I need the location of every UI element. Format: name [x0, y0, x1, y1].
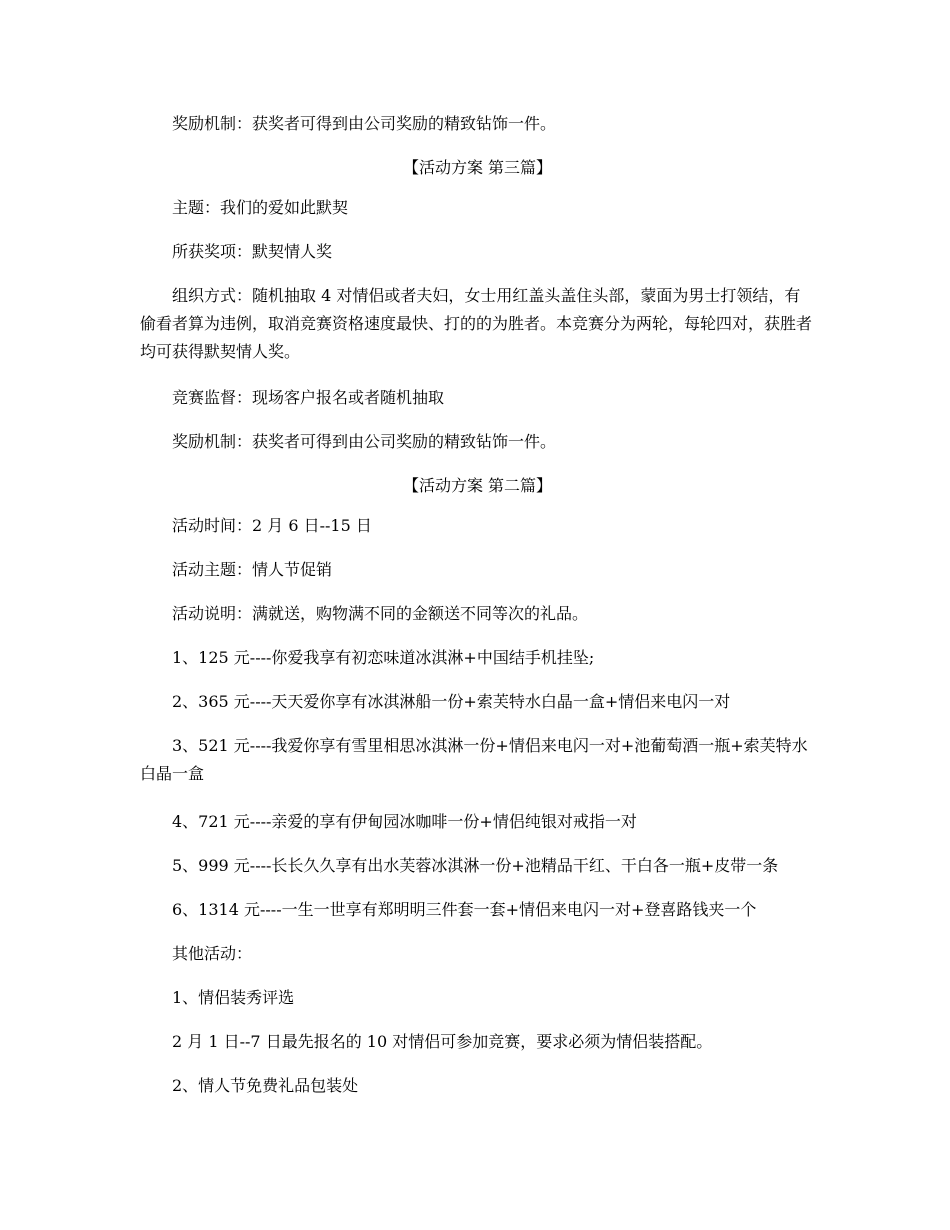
other-activity-2: 2、情人节免费礼品包装处 — [172, 1076, 359, 1095]
other-activity-1: 1、情侣装秀评选 — [172, 988, 295, 1007]
promo-item-4: 4、721 元----亲爱的享有伊甸园冰咖啡一份+情侣纯银对戒指一对 — [172, 812, 637, 831]
award-line: 所获奖项：默契情人奖 — [172, 242, 333, 261]
section-heading-3: 【活动方案 第三篇】 — [402, 158, 553, 177]
reward-paragraph: 奖励机制：获奖者可得到由公司奖励的精致钻饰一件。 — [172, 114, 557, 133]
description-line: 活动说明：满就送，购物满不同的金额送不同等次的礼品。 — [172, 604, 589, 623]
promo-item-1: 1、125 元----你爱我享有初恋味道冰淇淋+中国结手机挂坠; — [172, 648, 595, 667]
promo-item-3: 3、521 元----我爱你享有雪里相思冰淇淋一份+情侣来电闪一对+池葡萄酒一瓶+索芙特水白晶一盒 — [140, 736, 808, 783]
other-activity-1-desc: 2 月 1 日--7 日最先报名的 10 对情侣可参加竞赛，要求必须为情侣装搭配。 — [172, 1032, 713, 1051]
organize-paragraph: 组织方式：随机抽取 4 对情侣或者夫妇，女士用红盖头盖住头部，蒙面为男士打领结，有偷看者算为违例，取消竞赛资格速度最快、打的的为胜者。本竞赛分为两轮，每轮四对，获胜者均可获得默契情人奖。 — [140, 286, 813, 361]
other-activities-heading: 其他活动： — [172, 944, 253, 963]
section-heading-2: 【活动方案 第二篇】 — [402, 476, 553, 495]
supervise-line: 竞赛监督：现场客户报名或者随机抽取 — [172, 388, 445, 407]
subject-line: 活动主题：情人节促销 — [172, 560, 333, 579]
promo-item-5: 5、999 元----长长久久享有出水芙蓉冰淇淋一份+池精品干红、干白各一瓶+皮带一条 — [172, 856, 779, 875]
reward-paragraph-2: 奖励机制：获奖者可得到由公司奖励的精致钻饰一件。 — [172, 432, 557, 451]
promo-item-2: 2、365 元----天天爱你享有冰淇淋船一份+索芙特水白晶一盒+情侣来电闪一对 — [172, 692, 731, 711]
time-line: 活动时间：2 月 6 日--15 日 — [172, 516, 372, 535]
promo-item-6: 6、1314 元----一生一世享有郑明明三件套一套+情侣来电闪一对+登喜路钱夹一个 — [172, 900, 757, 919]
theme-line: 主题：我们的爱如此默契 — [172, 198, 349, 217]
